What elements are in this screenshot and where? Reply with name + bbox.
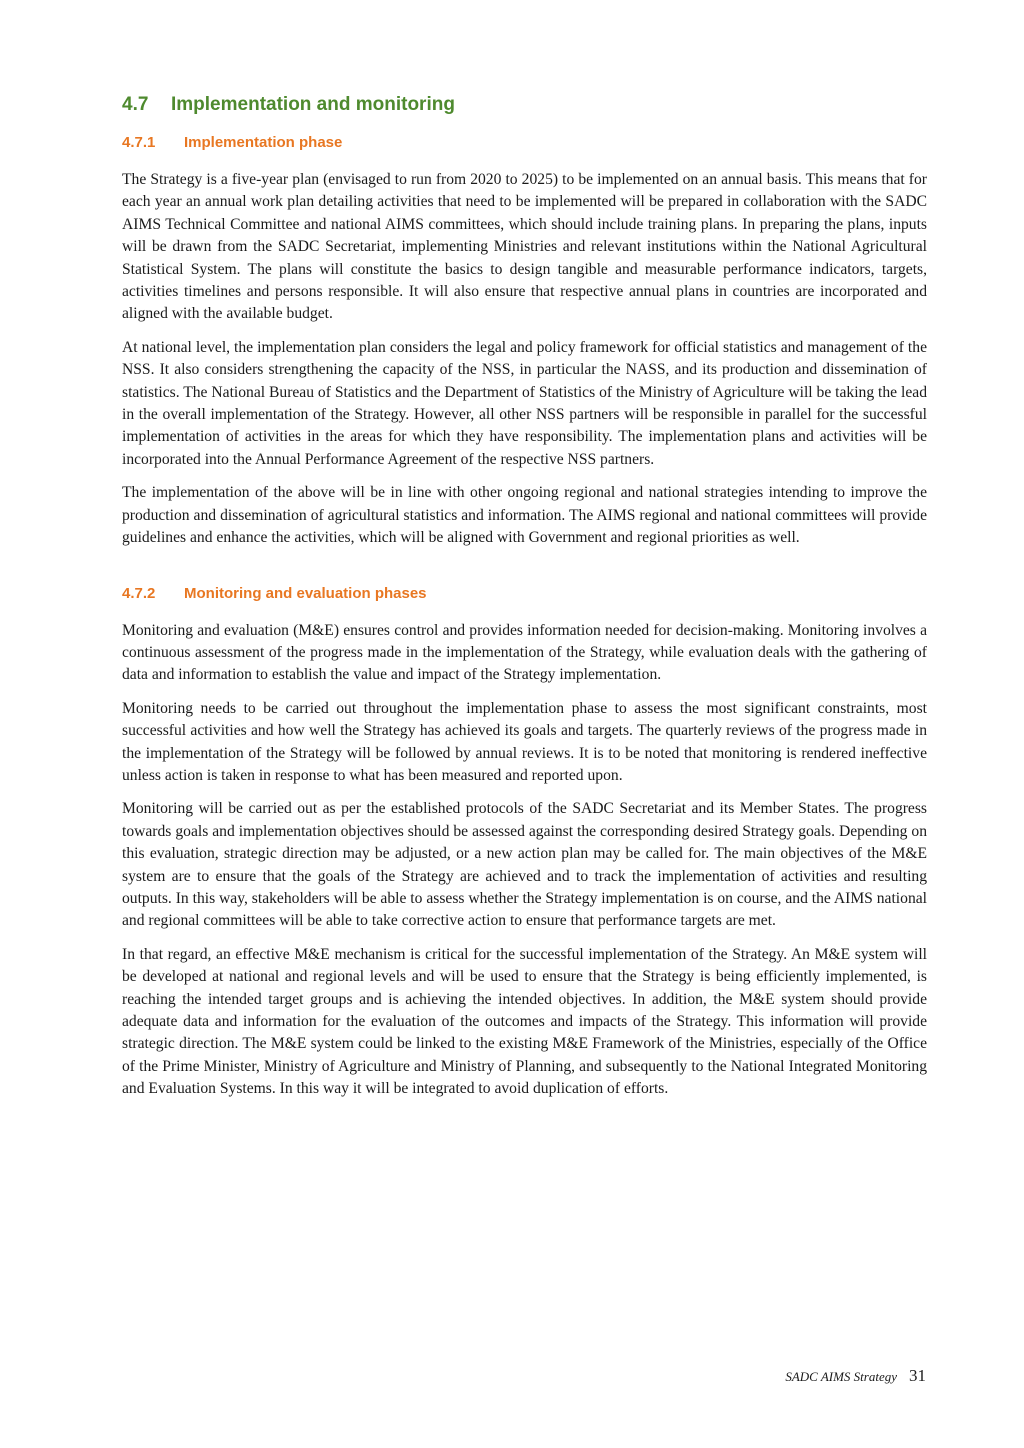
- paragraph: Monitoring and evaluation (M&E) ensures control and provides information needed for decision-making. Monitoring involves a continuous assessment of the progress made in the implementation of the Strategy, while evaluation deals with the gathering of data and information to establish the value and impact of the Strategy implementation.: [122, 621, 927, 684]
- page-number: 31: [909, 1366, 926, 1385]
- page-footer: [785, 1366, 926, 1386]
- footer-title: SADC AIMS Strategy: [785, 1369, 897, 1384]
- subsection-heading-monitoring: [122, 584, 927, 604]
- paragraph: The implementation of the above will be in line with other ongoing regional and national strategies intending to improve the production and dissemination of agricultural statistics and information. The AIMS regional and national committees will provide guidelines and enhance the activities, which will be aligned with Government and regional priorities as well.: [122, 484, 927, 547]
- page-content: [122, 92, 927, 1112]
- subsection-number: 4.7.1: [122, 134, 156, 151]
- subsection-title: Implementation phase: [184, 134, 343, 151]
- subsection-heading-implementation: [122, 133, 927, 153]
- paragraph: In that regard, an effective M&E mechanism is critical for the successful implementation of the Strategy. An M&E system will be developed at national and regional levels and will be used to ensure that the Strategy is being efficiently implemented, is reaching the intended target groups and is achieving the intended objectives. In addition, the M&E system should provide adequate data and information for the evaluation of the outcomes and impacts of the Strategy. This information will provide strategic direction. The M&E system could be linked to the existing M&E Framework of the Ministries, especially of the Office of the Prime Minister, Ministry of Agriculture and Ministry of Planning, and subsequently to the National Integrated Monitoring and Evaluation Systems. In this way it will be integrated to avoid duplication of efforts.: [122, 945, 927, 1098]
- paragraph: Monitoring needs to be carried out throughout the implementation phase to assess the most significant constraints, most successful activities and how well the Strategy has achieved its goals and targets. The quarterly reviews of the progress made in the implementation of the Strategy will be followed by annual reviews. It is to be noted that monitoring is rendered ineffective unless action is taken in response to what has been measured and reported upon.: [122, 699, 927, 784]
- section-heading: [122, 92, 927, 118]
- paragraph: The Strategy is a five-year plan (envisaged to run from 2020 to 2025) to be implemented on an annual basis. This means that for each year an annual work plan detailing activities that need to be implemented will be prepared in collaboration with the SADC AIMS Technical Committee and national AIMS committees, which should include training plans. In preparing the plans, inputs will be drawn from the SADC Secretariat, implementing Ministries and relevant institutions within the National Agricultural Statistical System. The plans will constitute the basics to design tangible and measurable performance indicators, targets, activities timelines and persons responsible. It will also ensure that respective annual plans in countries are incorporated and aligned with the available budget.: [122, 171, 927, 323]
- paragraph: Monitoring will be carried out as per the established protocols of the SADC Secretariat and its Member States. The progress towards goals and implementation objectives should be assessed against the corresponding desired Strategy goals. Depending on this evaluation, strategic direction may be adjusted, or a new action plan may be called for. The main objectives of the M&E system are to ensure that the goals of the Strategy are achieved and to track the implementation of activities and resulting outputs. In this way, stakeholders will be able to assess whether the Strategy implementation is on course, and the AIMS national and regional committees will be able to take corrective action to ensure that performance targets are met.: [122, 800, 927, 930]
- section-title: Implementation and monitoring: [171, 94, 455, 115]
- section-number: 4.7: [122, 94, 149, 115]
- paragraph: At national level, the implementation plan considers the legal and policy framework for official statistics and management of the NSS. It also considers strengthening the capacity of the NSS, in particular the NASS, and its production and dissemination of statistics. The National Bureau of Statistics and the Department of Statistics of the Ministry of Agriculture will be taking the lead in the overall implementation of the Strategy. However, all other NSS partners will be responsible in parallel for the successful implementation of activities in the areas for which they have responsibility. The implementation plans and activities will be incorporated into the Annual Performance Agreement of the respective NSS partners.: [122, 338, 927, 468]
- subsection-title: Monitoring and evaluation phases: [184, 584, 427, 602]
- subsection-number: 4.7.2: [122, 584, 156, 602]
